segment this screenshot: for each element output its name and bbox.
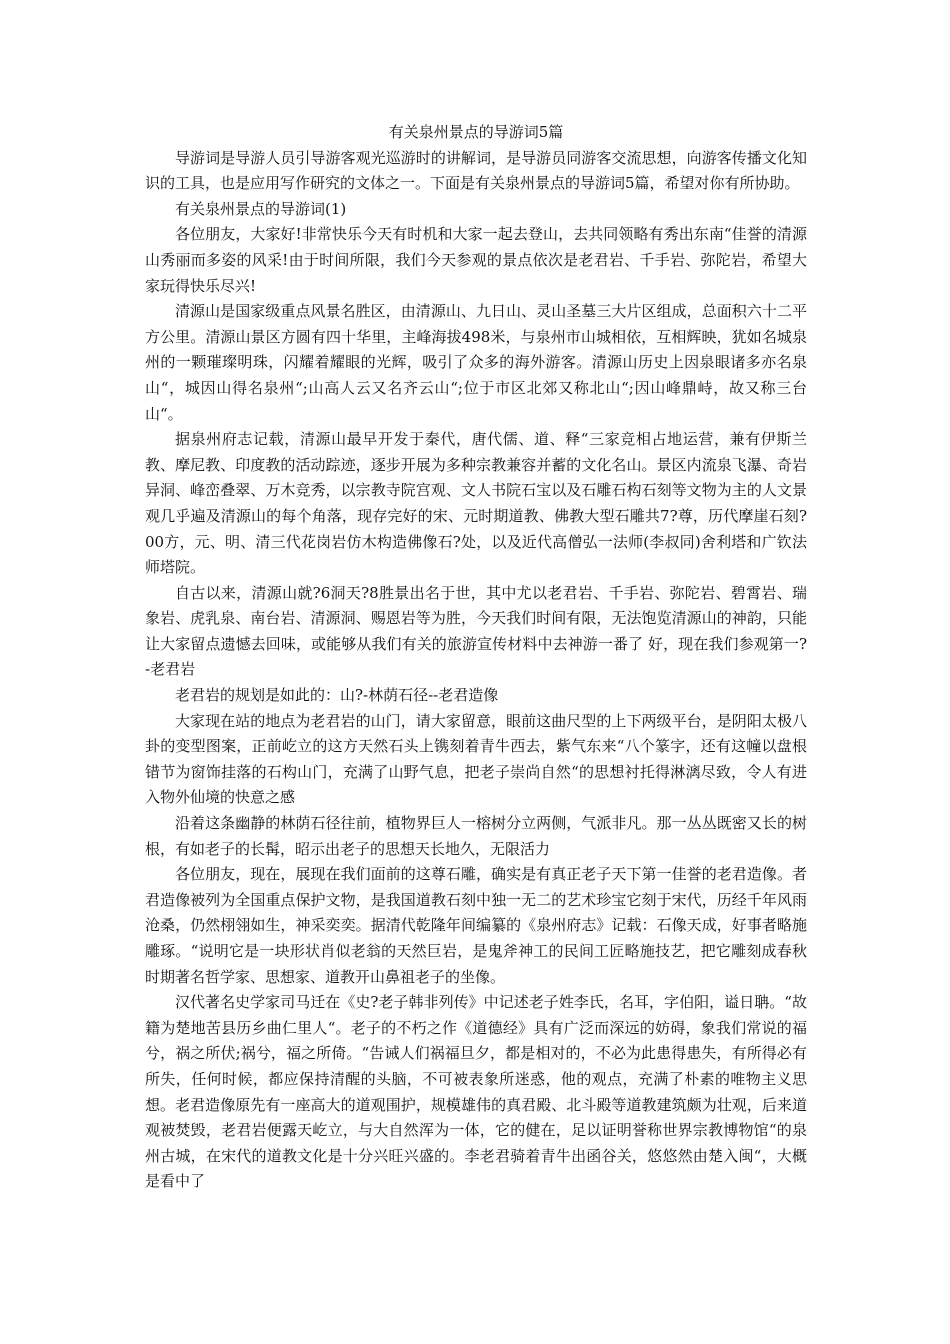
paragraph-mountain-gate: 大家现在站的地点为老君岩的山门，请大家留意，眼前这曲尺型的上下两级平台，是阴阳太极八卦的变型图案，正前屹立的这方天然石头上镌刻着青牛西去，紫气东来“八个篆字，还有这幢以盘根错节为窗饰挂落的石构山门，充满了山野气息，把老子崇尚自然“的思想衬托得淋漓尽致，令人有进入物外仙境的快意之感: [145, 711, 807, 807]
intro-paragraph: 导游词是导游人员引导游客观光巡游时的讲解词，是导游员同游客交流思想，向游客传播文化知识的工具，也是应用写作研究的文体之一。下面是有关泉州景点的导游词5篇，希望对你有所协助。: [145, 148, 807, 193]
paragraph-scenic-spots: 自古以来，清源山就?6洞天?8胜景出名于世，其中尤以老君岩、千手岩、弥陀岩、碧霄岩、瑞象岩、虎乳泉、南台岩、清源洞、赐恩岩等为胜，今天我们时间有限，无法饱览清源山的神韵，只能让大家留点遗憾去回味，或能够从我们有关的旅游宣传材料中去神游一番了 好，现在我们参观第一?-老君岩: [145, 583, 807, 679]
paragraph-history: 据泉州府志记载，清源山最早开发于秦代，唐代儒、道、释“三家竞相占地运营，兼有伊斯兰教、摩尼教、印度教的活动踪迹，逐步开展为多种宗教兼容并蓄的文化名山。景区内流泉飞瀑、奇岩异洞、峰峦叠翠、万木竞秀，以宗教寺院宫观、文人书院石宝以及石雕石构石刻等文物为主的人文景观几乎遍及清源山的每个角落，现存完好的宋、元时期道教、佛教大型石雕共7?尊，历代摩崖石刻?00方，元、明、清三代花岗岩仿木构造佛像石?处，以及近代高僧弘一法师(李叔同)舍利塔和广钦法师塔院。: [145, 430, 807, 577]
document-title: 有关泉州景点的导游词5篇: [388, 123, 564, 141]
document-page: [145, 120, 807, 1195]
paragraph-greeting: 各位朋友，大家好!非常快乐今天有时机和大家一起去登山，去共同领略有秀出东南“佳誉的清源山秀丽而多姿的风采!由于时间所限，我们今天参观的景点依次是老君岩、千手岩、弥陀岩，希望大家玩得快乐尽兴!: [145, 225, 807, 295]
section-heading: 有关泉州景点的导游词(1): [175, 199, 347, 218]
paragraph-laozi: 汉代著名史学家司马迁在《史?老子韩非列传》中记述老子姓李氏，名耳，字伯阳，谥日聃。“故籍为楚地苦县历乡曲仁里人“。老子的不朽之作《道德经》具有广泛而深远的妨碍，象我们常说的福兮，祸之所伏;祸兮，福之所倚。“告诫人们祸福旦夕，都是相对的，不必为此患得患失，有所得必有所失，任何时候，都应保持清醒的头脑，不可被表象所迷惑，他的观点，充满了朴素的唯物主义思想。老君造像原先有一座高大的道观围护，规模雄伟的真君殿、北斗殿等道教建筑颇为壮观，后来道观被焚毁，老君岩便露天屹立，与大自然浑为一体，它的健在，足以证明誉称世界宗教博物馆“的泉州古城，在宋代的道教文化是十分兴旺兴盛的。李老君骑着青牛出函谷关，悠悠然由楚入闽“，大概是看中了: [145, 993, 807, 1191]
paragraph-stone-path: 沿着这条幽静的林荫石径往前，植物界巨人一榕树分立两侧，气派非凡。那一丛丛既密又长的树根，有如老子的长髯，昭示出老子的思想天长地久，无限活力: [145, 814, 807, 858]
paragraph-statue: 各位朋友，现在，展现在我们面前的这尊石雕，确实是有真正老子天下第一佳誉的老君造像。者君造像被列为全国重点保护文物，是我国道教石刻中独一无二的艺术珍宝它刻于宋代，历经千年风雨沧桑，仍然栩翎如生，神采奕奕。据清代乾隆年间编纂的《泉州府志》记载：石像天成，好事者略施雕琢。“说明它是一块形状肖似老翁的天然巨岩，是鬼斧神工的民间工匠略施技艺，把它雕刻成春秋时期著名哲学家、思想家、道教开山鼻祖老子的坐像。: [145, 865, 807, 986]
paragraph-route-plan: 老君岩的规划是如此的：山?-林荫石径--老君造像: [175, 686, 499, 705]
paragraph-overview: 清源山是国家级重点风景名胜区，由清源山、九日山、灵山圣墓三大片区组成，总面积六十二平方公里。清源山景区方圆有四十华里，主峰海拔498米，与泉州市山城相依，互相辉映，犹如名城泉州的一颗璀璨明珠，闪耀着耀眼的光辉，吸引了众多的海外游客。清源山历史上因泉眼诸多亦名泉山“，城因山得名泉州“;山高人云又名齐云山“;位于市区北郊又称北山“;因山峰鼎峙，故又称三台山“。: [145, 302, 807, 423]
